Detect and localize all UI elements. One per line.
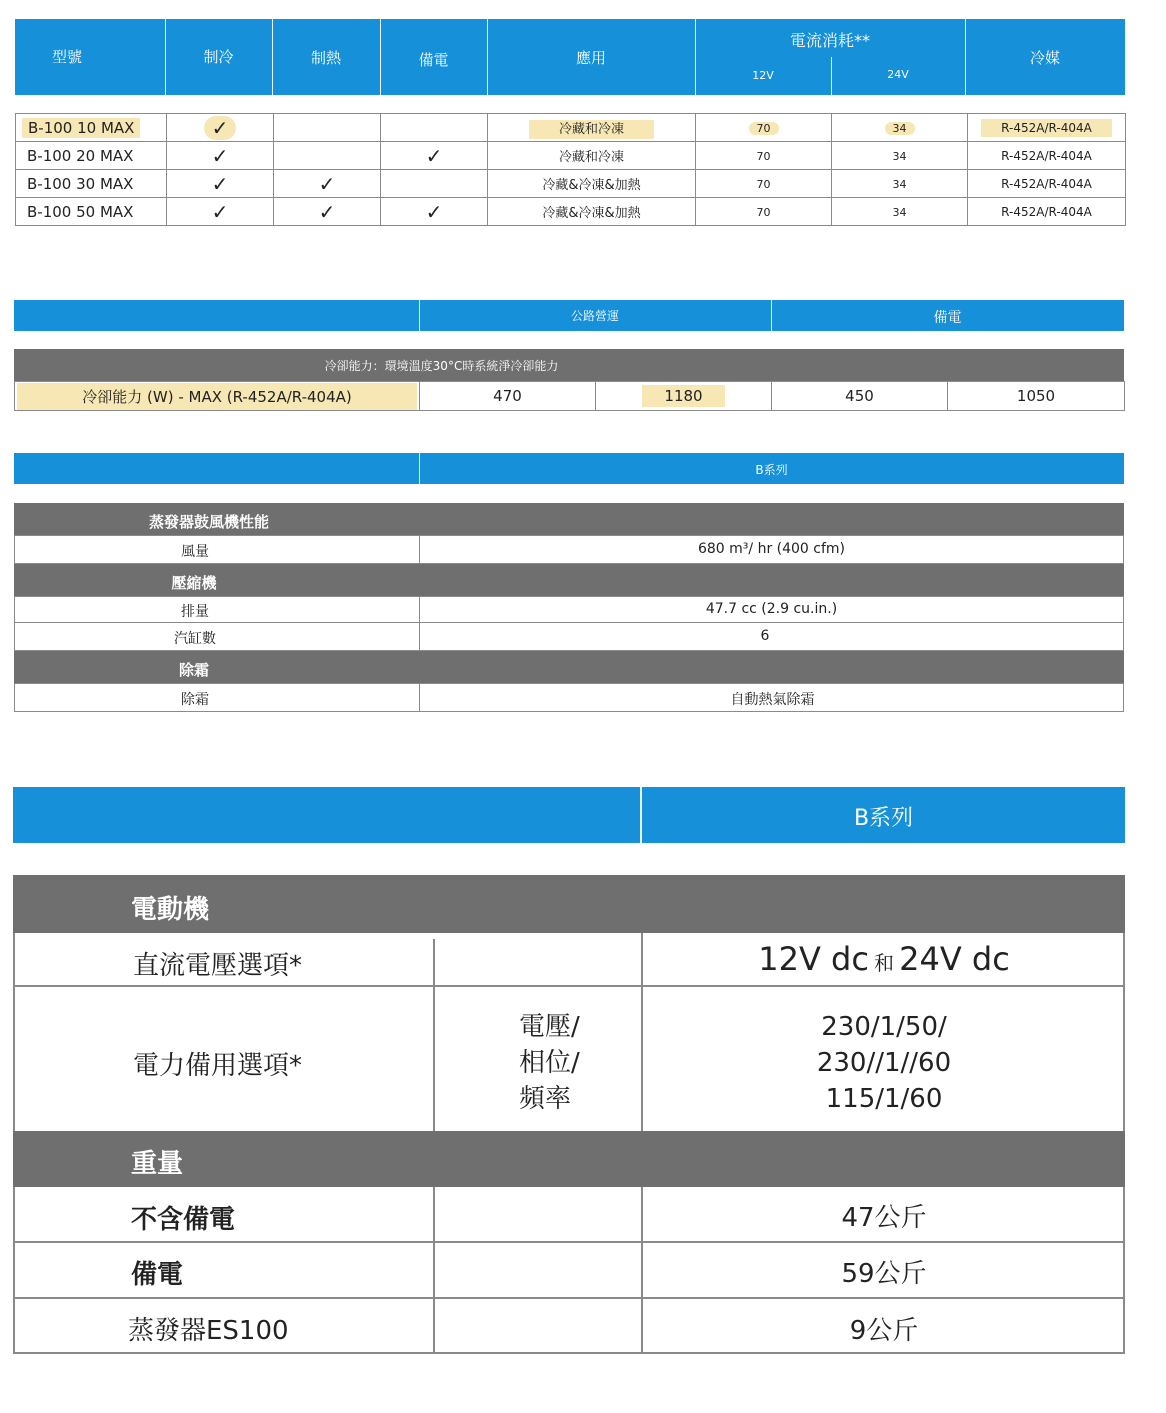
table-row <box>16 198 1126 226</box>
standby-check: ✓ <box>425 199 443 224</box>
header-standby: 備電 <box>418 51 449 69</box>
application-text: 冷藏和冷凍 <box>558 150 624 165</box>
weight-row <box>15 1243 1125 1297</box>
heating-check: ✓ <box>318 171 336 196</box>
model-name: B-100 20 MAX <box>27 146 134 165</box>
refrigerant-text: R-452A/R-404A <box>1001 176 1092 191</box>
cooling-capacity-table <box>14 381 1125 411</box>
dc-voltage-value <box>643 940 1125 978</box>
header-refrigerant: 冷媒 <box>1029 49 1060 67</box>
table4-body <box>13 933 1125 1354</box>
current-24v: 34 <box>892 205 907 219</box>
row-label: 風量 <box>181 544 209 560</box>
header-current: 電流消耗** <box>789 31 870 50</box>
power-values <box>643 1009 1125 1117</box>
table-row <box>14 622 1124 651</box>
section-evaporator-blower <box>14 503 1124 535</box>
row-label: 汽缸數 <box>174 631 216 647</box>
section-motor <box>13 875 1125 933</box>
capacity-row-label: 冷卻能力 (W) - MAX (R-452A/R-404A) <box>17 383 417 410</box>
table-row <box>14 596 1124 623</box>
current-12v: 70 <box>756 205 771 219</box>
section-title: 除霜 <box>178 661 209 679</box>
voltage-phase-frequency <box>519 1009 580 1117</box>
row-value: 6 <box>760 628 770 644</box>
application-text: 冷藏&冷凍&加熱 <box>542 206 641 221</box>
cooling-check: ✓ <box>204 116 237 140</box>
table-row <box>14 683 1124 712</box>
weight-value: 59公斤 <box>841 1259 927 1289</box>
weight-label: 蒸發器ES100 <box>128 1316 289 1346</box>
dc-voltage-label: 直流電壓選項* <box>133 951 303 981</box>
spec-table-header <box>15 19 1125 95</box>
section-title: 重量 <box>131 1149 184 1179</box>
row-value: 47.7 cc (2.9 cu.in.) <box>705 601 838 617</box>
phase-label: 相位/ <box>519 1048 580 1078</box>
table-row <box>16 142 1126 170</box>
dc-value-and: 和 <box>874 951 894 975</box>
weight-label: 備電 <box>131 1260 184 1290</box>
frequency-label: 頻率 <box>519 1084 572 1114</box>
section-defrost <box>14 651 1124 683</box>
capacity-value: 450 <box>845 387 874 405</box>
header-model: 型號 <box>51 48 82 66</box>
section-title: 蒸發器鼓風機性能 <box>148 513 269 531</box>
series-label-large: B系列 <box>853 806 914 831</box>
power-value: 115/1/60 <box>825 1084 943 1114</box>
power-standby-label: 電力備用選項* <box>133 1051 303 1081</box>
series-header <box>14 453 1124 484</box>
refrigerant-text: R-452A/R-404A <box>1001 204 1092 219</box>
subheader-text: 冷卻能力：環境溫度30°C時系統淨冷卻能力 <box>324 359 559 373</box>
cooling-check: ✓ <box>211 199 229 224</box>
row-value: 680 m³/ hr (400 cfm) <box>697 541 846 557</box>
cooling-capacity-subheader <box>14 349 1124 381</box>
capacity-value: 470 <box>493 387 522 405</box>
power-value: 230/1/50/ <box>821 1012 947 1042</box>
refrigerant-text: R-452A/R-404A <box>1001 148 1092 163</box>
section-compressor <box>14 564 1124 596</box>
current-24v: 34 <box>885 122 915 135</box>
weight-value: 47公斤 <box>841 1203 927 1233</box>
refrigerant-text: R-452A/R-404A <box>981 119 1112 137</box>
cooling-capacity-header <box>14 300 1124 331</box>
header-12v: 12V <box>752 69 774 82</box>
cooling-check: ✓ <box>211 171 229 196</box>
weight-row <box>15 1187 1125 1241</box>
current-12v: 70 <box>756 149 771 163</box>
header-24v: 24V <box>887 68 909 81</box>
header-heating: 制熱 <box>310 49 341 67</box>
current-24v: 34 <box>892 149 907 163</box>
heating-check: ✓ <box>318 199 336 224</box>
standby-check: ✓ <box>425 143 443 168</box>
model-name: B-100 10 MAX <box>22 118 140 138</box>
table-row <box>14 535 1124 564</box>
dc-value-24v: 24V dc <box>899 940 1010 978</box>
power-value: 230//1//60 <box>816 1048 952 1078</box>
cooling-check: ✓ <box>211 143 229 168</box>
capacity-value: 1180 <box>642 385 724 407</box>
current-12v: 70 <box>756 177 771 191</box>
series-header-large <box>13 787 1125 843</box>
current-24v: 34 <box>892 177 907 191</box>
series-label: B系列 <box>755 463 788 477</box>
row-label: 除霜 <box>181 692 209 708</box>
table-row <box>15 382 1125 411</box>
row-label: 排量 <box>181 604 209 620</box>
model-name: B-100 30 MAX <box>27 174 134 193</box>
header-cooling: 制冷 <box>203 48 234 66</box>
current-12v: 70 <box>749 122 779 135</box>
section-weight <box>13 1131 1125 1187</box>
application-text: 冷藏&冷凍&加熱 <box>542 178 641 193</box>
application-text: 冷藏和冷凍 <box>529 120 654 139</box>
table-row <box>16 170 1126 198</box>
weight-row <box>15 1299 1125 1353</box>
header-application: 應用 <box>575 49 606 67</box>
voltage-label: 電壓/ <box>519 1012 580 1042</box>
weight-value: 9公斤 <box>849 1316 919 1346</box>
road-operation-label: 公路營運 <box>570 309 619 323</box>
standby-label: 備電 <box>933 310 962 326</box>
dc-value-12v: 12V dc <box>758 940 869 978</box>
section-title: 壓縮機 <box>171 574 217 592</box>
capacity-value: 1050 <box>1016 387 1056 405</box>
section-title: 電動機 <box>131 895 210 925</box>
table-row <box>16 114 1126 142</box>
model-name: B-100 50 MAX <box>27 202 134 221</box>
model-table <box>15 113 1126 226</box>
weight-label: 不含備電 <box>131 1205 236 1235</box>
row-value: 自動熱氣除霜 <box>730 692 815 708</box>
